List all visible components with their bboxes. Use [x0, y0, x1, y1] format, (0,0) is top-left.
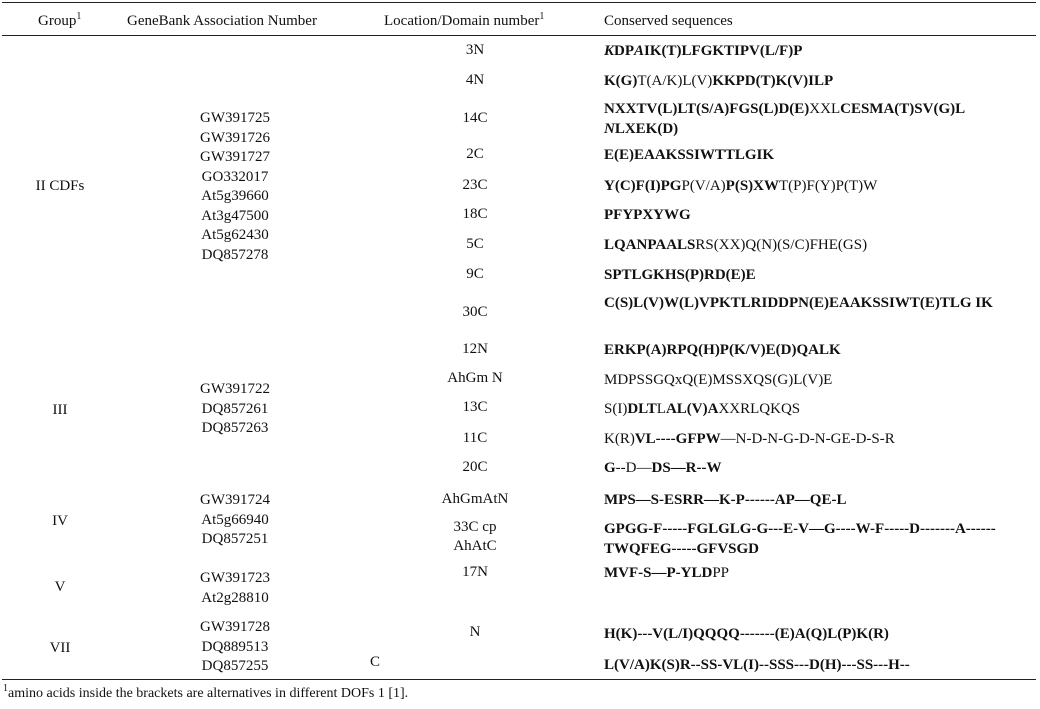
group-name: III [52, 402, 68, 418]
location-cell: 17N [462, 564, 488, 580]
gene-id: GW391726 [200, 129, 270, 146]
location-cell: 33C cp [453, 519, 497, 535]
location-cell: AhGmAtN [441, 491, 509, 507]
gene-id: DQ889513 [201, 638, 269, 655]
location-cell: 12N [462, 341, 488, 357]
sequence-segment: E(E)EAAKSSIWTTLGIK [604, 147, 775, 163]
footnote-sup: 1 [3, 683, 8, 694]
sequence-segment: Y(C)F(I)PG [604, 178, 682, 194]
location-cell: 18C [462, 206, 488, 222]
sequence-cell [604, 458, 1029, 478]
sequence-segment: MDPSSGQxQ(E)MSSXQS(G)L(V)E [604, 372, 833, 388]
header-conserved: Conserved sequences [604, 13, 733, 29]
location-cell: 4N [465, 72, 485, 88]
gene-id: DQ857278 [201, 246, 269, 263]
gene-id: GW391728 [200, 619, 270, 635]
gene-id: At2g28810 [201, 589, 269, 606]
sequence-segment: PP [712, 565, 730, 581]
sequence-segment: MVF-S—P-YLD [604, 565, 713, 581]
location-cell: 14C [462, 110, 488, 126]
gene-id: GW391727 [200, 149, 270, 165]
gene-id: GW391725 [200, 110, 270, 126]
sequence-cell [604, 490, 1029, 510]
sequence-cell [604, 624, 1029, 644]
header-group-sup: 1 [76, 11, 82, 22]
sequence-segment: LQANPAALS [604, 237, 696, 253]
gene-id: GO332017 [201, 168, 269, 185]
sequence-cell [604, 655, 1029, 675]
gene-id: DQ857255 [201, 658, 269, 674]
gene-id: At5g62430 [201, 227, 269, 243]
sequence-segment: K(G) [604, 73, 638, 89]
sequence-segment: A [634, 43, 645, 59]
sequence-segment: PFYPXYWG [604, 207, 691, 223]
gene-id: At3g47500 [201, 207, 269, 224]
gene-list [150, 380, 320, 439]
location-cell: 9C [466, 266, 484, 282]
sequence-cell [604, 563, 1029, 583]
location-cell: 30C [462, 304, 488, 320]
sequence-segment: N [604, 121, 615, 137]
sequence-segment: P(S)XW [725, 178, 779, 194]
location-cell: AhGm N [447, 370, 503, 386]
sequence-cell [604, 370, 1029, 390]
sequence-segment: RS(XX)Q(N)(S/C)FHE(GS) [695, 237, 868, 253]
sequence-segment: DLT [627, 401, 657, 417]
location-cell: 13C [462, 399, 488, 415]
sequence-segment: MPS—S-ESRR—K-P------AP—QE-L [604, 492, 847, 508]
sequence-segment: K [604, 43, 615, 59]
header-bottom-rule [2, 35, 1036, 36]
group-name: V [54, 579, 66, 595]
gene-id: GW391722 [200, 381, 270, 397]
sequence-segment: LXEK(D) [614, 121, 679, 137]
sequence-segment: GPGG-F-----FGLGLG-G---E-V—G----W-F-----D-------A------TWQFEG-----GFVSGD [604, 521, 996, 557]
sequence-cell [604, 205, 1029, 225]
header-location [384, 12, 544, 31]
sequence-segment: IK(T)LFGKTIPV(L/F)P [644, 43, 803, 59]
sequence-segment: NXXTV(L)LT(S/A)FGS(L)D(E) [604, 101, 810, 117]
location-cell: 5C [466, 236, 484, 252]
location-cell: 20C [462, 459, 488, 475]
sequence-segment: DP [614, 43, 635, 59]
sequence-segment: XXL [809, 101, 841, 117]
footnote [3, 683, 409, 702]
gene-list [150, 569, 320, 608]
location-cell: C [370, 654, 381, 670]
location-cell: N [469, 624, 481, 640]
sequence-segment: KKPD(T)K(V)ILP [712, 73, 834, 89]
sequence-segment: --D— [615, 460, 652, 476]
sequence-segment: G [604, 460, 616, 476]
gene-list [150, 109, 320, 265]
gene-id: At5g66940 [201, 511, 269, 528]
header-genebank: GeneBank Association Number [127, 13, 317, 29]
sequence-segment: P(V/A) [681, 178, 726, 194]
group-name: II CDFs [35, 178, 85, 194]
sequence-cell [604, 145, 1029, 165]
sequence-cell [604, 265, 1029, 285]
gene-id: DQ857251 [201, 531, 269, 547]
sequence-cell [604, 41, 1029, 61]
header-location-label: Location/Domain number [384, 13, 540, 29]
sequence-segment: T(A/K)L(V) [637, 73, 713, 89]
sequence-segment: SPTLGKHS(P)RD(E)E [604, 267, 756, 283]
location-cell: 2C [466, 146, 484, 162]
location-cell: 11C [462, 430, 488, 446]
sequence-segment: ERKP(A)RPQ(H)P(K/V)E(D)QALK [604, 342, 841, 358]
sequence-cell [604, 176, 1029, 196]
location-cell: 3N [465, 42, 485, 58]
table-bottom-rule [2, 679, 1036, 680]
group-name: VII [49, 640, 71, 656]
gene-id: GW391723 [200, 570, 270, 586]
sequence-cell [604, 71, 1029, 91]
sequence-cell [604, 235, 1029, 255]
sequence-segment: —N-D-N-G-D-N-GE-D-S-R [720, 431, 895, 447]
sequence-cell [604, 429, 1029, 449]
gene-id: GW391724 [200, 492, 270, 508]
sequence-segment: CESMA(T)SV(G)L [840, 101, 965, 117]
header-location-sup: 1 [539, 11, 545, 22]
sequence-cell [604, 293, 1029, 313]
gene-list [150, 491, 320, 550]
sequence-cell [604, 340, 1029, 360]
gene-id: At5g39660 [201, 188, 269, 204]
sequence-segment: DS—R--W [651, 460, 722, 476]
sequence-cell [604, 99, 1029, 139]
sequence-segment: S(I) [604, 401, 628, 417]
location-cell-sub: AhAtC [453, 538, 497, 554]
sequence-segment: H(K)---V(L/I)QQQQ-------(E)A(Q)L(P)K(R) [604, 626, 889, 642]
header-group-label: Group [38, 13, 77, 29]
location-cell: 23C [462, 177, 488, 193]
sequence-segment: K(R) [604, 431, 635, 447]
gene-list [150, 618, 320, 677]
header-group [38, 12, 81, 31]
sequence-segment: T(P)F(Y)P(T)W [778, 178, 878, 194]
sequence-segment: L [656, 401, 666, 417]
footnote-text: amino acids inside the brackets are alternatives in different DOFs 1 [1]. [8, 686, 409, 701]
gene-id: DQ857263 [201, 420, 269, 436]
gene-id: DQ857261 [201, 400, 269, 417]
sequence-cell [604, 399, 1029, 419]
table-top-rule [2, 2, 1036, 3]
sequence-segment: L(V/A)K(S)R--SS-VL(I)--SSS---D(H)---SS---H-- [604, 657, 910, 673]
sequence-segment: XXRLQKQS [718, 401, 801, 417]
group-name: IV [52, 513, 68, 529]
sequence-segment: VL----GFPW [634, 431, 721, 447]
sequence-segment: AL(V)A [665, 401, 719, 417]
sequence-segment: C(S)L(V)W(L)VPKTLRIDDPN(E)EAAKSSIWT(E)TLG IK [604, 295, 993, 311]
sequence-cell [604, 519, 1029, 559]
